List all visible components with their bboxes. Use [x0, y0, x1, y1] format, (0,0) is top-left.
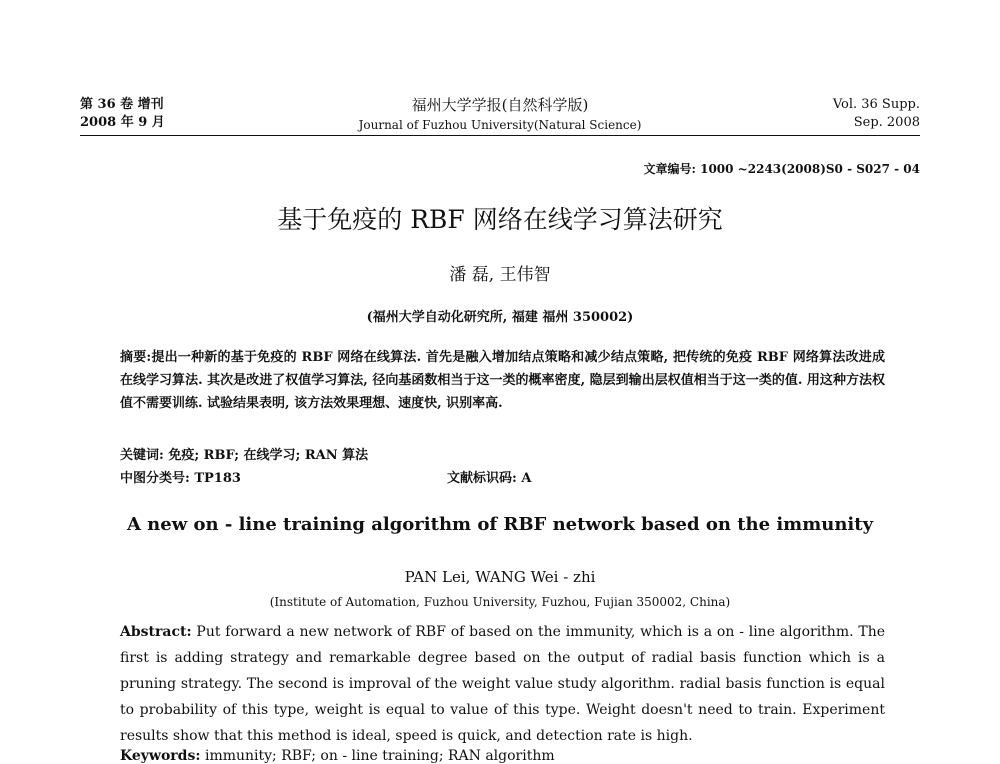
header-right: [833, 96, 920, 132]
title-cn: 基于免疫的 RBF 网络在线学习算法研究: [277, 205, 723, 234]
volume-cn: 第 36 卷 增刊: [80, 97, 164, 112]
keywords-cn: [120, 444, 368, 463]
affiliation-en: (Institute of Automation, Fuzhou University, Fuzhou, Fujian 350002, China): [269, 595, 731, 609]
doc-code-cn: [447, 467, 531, 486]
header-rule: [80, 135, 920, 136]
authors-en: PAN Lei, WANG Wei - zhi: [404, 568, 596, 586]
keywords-en-text: immunity; RBF; on - line training; RAN algorithm: [204, 748, 555, 764]
abstract-cn-text: 提出一种新的基于免疫的 RBF 网络在线算法. 首先是融入增加结点策略和减少结点策略, 把传统的免疫 RBF 网络算法改进成在线学习算法. 其次是改进了权值学习算法, 径向基函数相当于这一类的概率密度, 隐层到输出层权值相当于这一类的值. 用这种方法权值不需要训练. 试验结果表明, 该方法效果理想、速度快, 识别率高.: [120, 350, 885, 411]
title-en: A new on - line training algorithm of RBF network based on the immunity: [126, 514, 874, 535]
article-number: 文章编号: 1000 ~2243(2008)S0 - S027 - 04: [643, 162, 920, 176]
keywords-cn-label: 关键词:: [120, 448, 164, 463]
keywords-en: [120, 748, 555, 764]
classification-cn: [120, 467, 241, 486]
affiliation-cn: (福州大学自动化研究所, 福建 福州 350002): [366, 310, 634, 325]
abstract-en: [120, 619, 885, 749]
abstract-en-text: Put forward a new network of RBF of based on the immunity, which is a on - line algorithm. The first is adding strategy and remarkable degree based on the output of radial basis function which is a pruning strategy. The second is improval of the weight value study algorithm. radial basis function is equal to probability of this type, weight is equal to value of this type. Weight doesn't need to train. Experiment results show that this method is ideal, speed is quick, and detection rate is high.: [120, 624, 885, 744]
volume-en: Vol. 36 Supp.: [832, 97, 920, 112]
abstract-en-label: Abstract:: [120, 624, 192, 640]
classification-cn-label: 中图分类号:: [120, 471, 190, 486]
authors-cn: 潘 磊, 王伟智: [449, 265, 551, 285]
doc-code-cn-label: 文献标识码:: [447, 471, 517, 486]
abstract-cn: [120, 346, 885, 415]
journal-title-en: Journal of Fuzhou University(Natural Science): [358, 118, 642, 132]
classification-cn-text: TP183: [194, 471, 241, 486]
date-cn: 2008 年 9 月: [80, 115, 165, 130]
keywords-en-label: Keywords:: [120, 748, 201, 764]
keywords-cn-text: 免疫; RBF; 在线学习; RAN 算法: [168, 448, 369, 463]
doc-code-cn-text: A: [521, 471, 532, 486]
abstract-cn-label: 摘要:: [120, 350, 152, 365]
journal-title-cn: 福州大学学报(自然科学版): [411, 96, 589, 114]
date-en: Sep. 2008: [853, 115, 920, 130]
